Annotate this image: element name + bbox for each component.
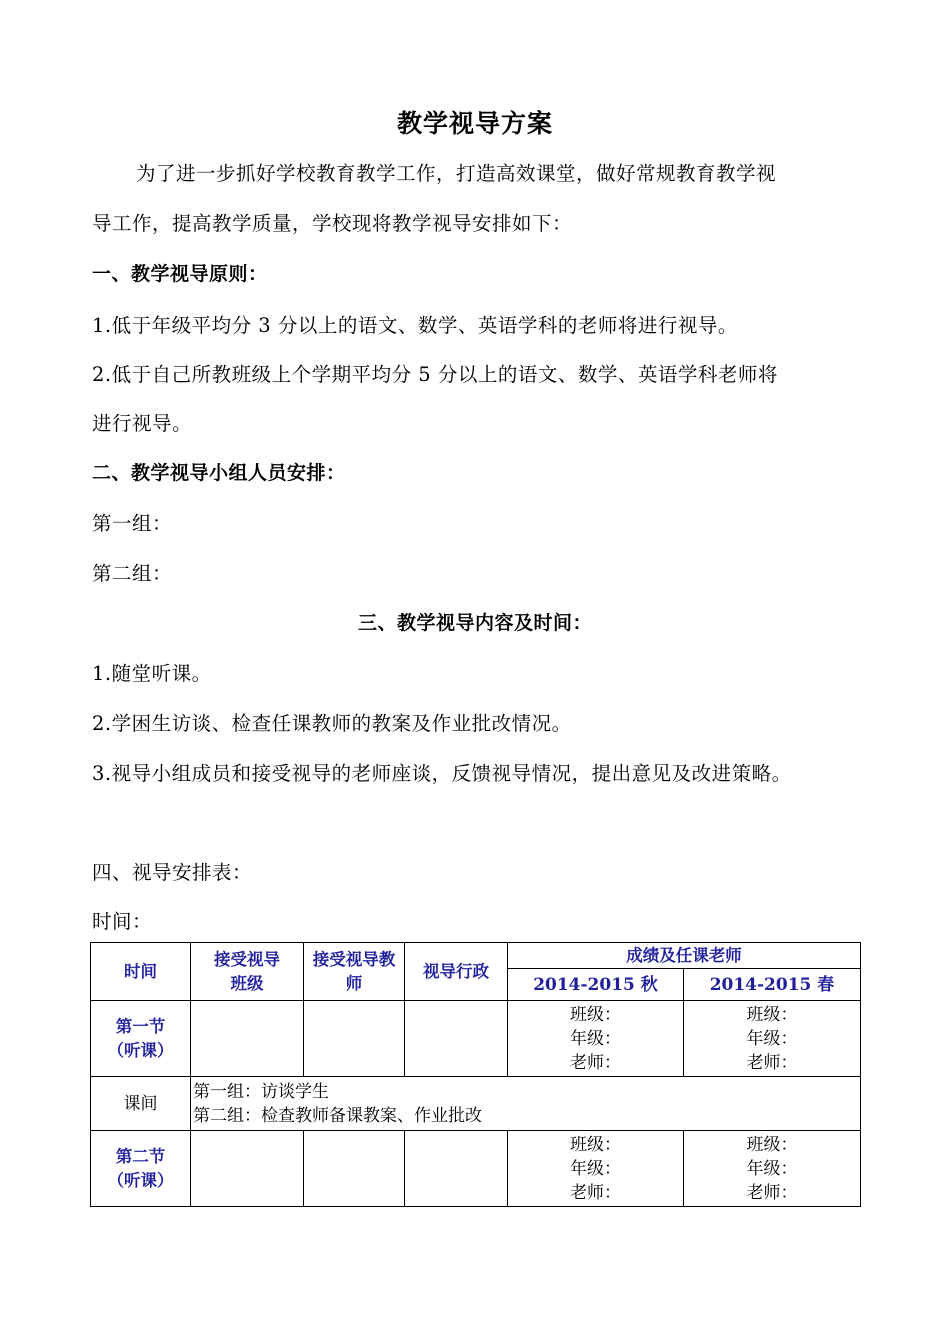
row1-teacher-cell	[304, 1001, 405, 1077]
break-activity-2: 第二组：检查教师备课教案、作业批改	[193, 1105, 482, 1126]
row1-autumn-grade: 年级：	[570, 1028, 621, 1049]
header-semester-autumn: 2014-2015 秋	[508, 969, 684, 1001]
row1-spring-grade: 年级：	[746, 1028, 798, 1049]
row2-autumn-teacher: 老师：	[570, 1182, 621, 1203]
row1-spring-cell	[684, 1001, 861, 1077]
header-teacher	[304, 943, 405, 1001]
section3-item-3: 3.视导小组成员和接受视导的老师座谈，反馈视导情况，提出意见及改进策略。	[92, 762, 792, 785]
period-1-line-1: 第一节	[115, 1016, 166, 1036]
header-class	[191, 943, 304, 1001]
row2-spring-class: 班级：	[746, 1134, 798, 1155]
row2-autumn-class: 班级：	[570, 1134, 621, 1155]
row2-teacher-cell	[304, 1131, 405, 1207]
section3-item-1: 1.随堂听课。	[92, 662, 212, 685]
header-class-line-2: 班级	[230, 973, 264, 993]
section1-item-2-line-1: 2.低于自己所教班级上个学期平均分 5 分以上的语文、数学、英语学科老师将	[92, 363, 778, 386]
row2-spring-grade: 年级：	[746, 1158, 798, 1179]
section1-item-2-line-2: 进行视导。	[92, 412, 193, 435]
break-activities	[191, 1077, 861, 1131]
row2-spring-cell	[684, 1131, 861, 1207]
header-teacher-line-2: 师	[345, 973, 363, 993]
page-title: 教学视导方案	[396, 109, 553, 138]
period-1-label	[91, 1001, 191, 1077]
row2-autumn-grade: 年级：	[570, 1158, 621, 1179]
period-2-line-1: 第二节	[115, 1146, 166, 1166]
row1-autumn-cell	[508, 1001, 684, 1077]
header-scores: 成绩及任课老师	[508, 943, 861, 969]
break-activity-1: 第一组：访谈学生	[193, 1081, 329, 1102]
section1-heading: 一、教学视导原则：	[92, 263, 268, 285]
section3-heading: 三、教学视导内容及时间：	[357, 612, 592, 634]
row2-spring-teacher: 老师：	[746, 1182, 798, 1203]
table-row	[91, 1131, 861, 1207]
header-class-line-1: 接受视导	[214, 949, 280, 969]
row1-autumn-teacher: 老师：	[570, 1052, 621, 1073]
row1-spring-teacher: 老师：	[746, 1052, 798, 1073]
row1-spring-class: 班级：	[746, 1004, 798, 1025]
table-row	[91, 1077, 861, 1131]
section4-heading: 四、视导安排表：	[92, 861, 253, 884]
group-1-label: 第一组：	[92, 512, 173, 535]
period-2-label	[91, 1131, 191, 1207]
section2-heading: 二、教学视导小组人员安排：	[92, 462, 346, 484]
header-teacher-line-1: 接受视导教	[312, 949, 396, 969]
period-2-line-2: （听课）	[107, 1170, 174, 1190]
break-label: 课间	[91, 1077, 191, 1131]
row2-class-cell	[191, 1131, 304, 1207]
time-label: 时间：	[92, 910, 153, 933]
header-semester-spring: 2014-2015 春	[684, 969, 861, 1001]
schedule-table	[90, 942, 861, 1207]
row1-autumn-class: 班级：	[570, 1004, 621, 1025]
intro-line-1: 为了进一步抓好学校教育教学工作，打造高效课堂，做好常规教育教学视	[136, 162, 777, 185]
table-row	[91, 1001, 861, 1077]
header-admin: 视导行政	[405, 943, 508, 1001]
row1-class-cell	[191, 1001, 304, 1077]
intro-line-2: 导工作，提高教学质量，学校现将教学视导安排如下：	[92, 212, 573, 235]
row2-autumn-cell	[508, 1131, 684, 1207]
row1-admin-cell	[405, 1001, 508, 1077]
section3-item-2: 2.学困生访谈、检查任课教师的教案及作业批改情况。	[92, 712, 572, 735]
section1-item-1: 1.低于年级平均分 3 分以上的语文、数学、英语学科的老师将进行视导。	[92, 314, 738, 337]
period-1-line-2: （听课）	[107, 1040, 174, 1060]
row2-admin-cell	[405, 1131, 508, 1207]
group-2-label: 第二组：	[92, 562, 173, 585]
header-time: 时间	[91, 943, 191, 1001]
